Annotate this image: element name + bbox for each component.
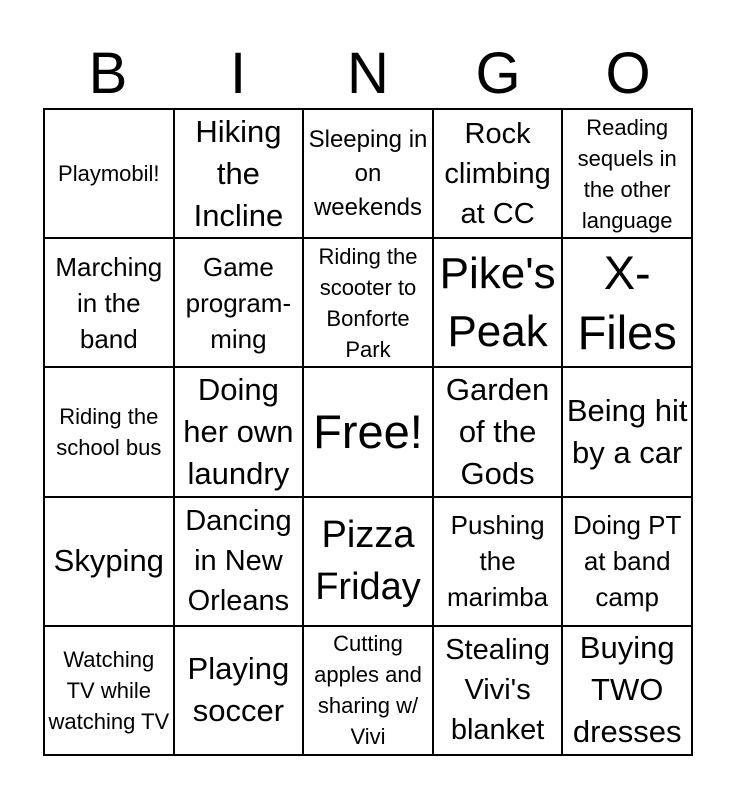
cell-text: Riding the school bus bbox=[56, 403, 162, 460]
cell-text: Buying TWO dresses bbox=[572, 630, 682, 750]
bingo-cell[interactable] bbox=[562, 497, 692, 626]
cell-text: Rock climbing at CC bbox=[444, 117, 551, 230]
bingo-cell[interactable] bbox=[44, 626, 174, 755]
cell-text: Doing her own laundry bbox=[183, 372, 294, 491]
bingo-cell[interactable] bbox=[433, 497, 563, 626]
cell-text: Hiking the Incline bbox=[193, 113, 284, 233]
bingo-cell[interactable] bbox=[303, 626, 433, 755]
cell-text: Garden of the Gods bbox=[445, 372, 550, 491]
bingo-cell[interactable] bbox=[562, 109, 692, 238]
bingo-cell[interactable] bbox=[303, 497, 433, 626]
cell-text: Free! bbox=[313, 404, 423, 458]
bingo-cell[interactable] bbox=[174, 497, 304, 626]
cell-text: Reading sequels in the other language bbox=[577, 114, 677, 233]
bingo-cell[interactable] bbox=[562, 626, 692, 755]
bingo-cell[interactable] bbox=[433, 626, 563, 755]
header-letter-b: B bbox=[88, 41, 128, 106]
bingo-cell[interactable] bbox=[174, 109, 304, 238]
cell-text: Being hit by a car bbox=[566, 392, 688, 470]
header-letter-n: N bbox=[347, 41, 389, 106]
bingo-header bbox=[43, 40, 693, 108]
cell-text: Watching TV while watching TV bbox=[48, 646, 170, 734]
bingo-cell[interactable] bbox=[174, 626, 304, 755]
header-letter-i: I bbox=[229, 41, 247, 106]
cell-text: Stealing Vivi's blanket bbox=[445, 634, 550, 747]
cell-text: Pizza Friday bbox=[315, 514, 421, 609]
cell-text: Cutting apples and sharing w/ Vivi bbox=[314, 631, 422, 750]
cell-text: Game program-ming bbox=[185, 251, 292, 354]
cell-text: Playing soccer bbox=[187, 651, 290, 729]
bingo-cell[interactable] bbox=[433, 109, 563, 238]
bingo-cell[interactable] bbox=[562, 238, 692, 367]
cell-text: Marching in the band bbox=[55, 251, 163, 354]
header-letter-g: G bbox=[475, 41, 521, 106]
cell-text: Skyping bbox=[53, 543, 164, 579]
bingo-cell[interactable] bbox=[303, 109, 433, 238]
bingo-cell[interactable] bbox=[562, 367, 692, 496]
cell-text: Doing PT at band camp bbox=[573, 510, 682, 613]
bingo-cell[interactable] bbox=[44, 238, 174, 367]
bingo-cell[interactable] bbox=[174, 367, 304, 496]
cell-text: Dancing in New Orleans bbox=[185, 505, 292, 618]
header-letter-o: O bbox=[605, 41, 651, 106]
bingo-cell[interactable] bbox=[303, 238, 433, 367]
bingo-cell[interactable] bbox=[174, 238, 304, 367]
bingo-board bbox=[43, 108, 693, 756]
cell-text: Pushing the marimba bbox=[447, 510, 549, 613]
bingo-cell[interactable] bbox=[44, 109, 174, 238]
bingo-cell[interactable] bbox=[433, 367, 563, 496]
cell-text: Sleeping in on weekends bbox=[308, 125, 428, 221]
cell-text: Playmobil! bbox=[58, 161, 160, 187]
bingo-cell[interactable] bbox=[433, 238, 563, 367]
bingo-cell free-space[interactable] bbox=[303, 367, 433, 496]
cell-text: Pike's Peak bbox=[439, 248, 556, 356]
cell-text: Riding the scooter to Bonforte Park bbox=[318, 243, 418, 362]
bingo-cell[interactable] bbox=[44, 367, 174, 496]
bingo-cell[interactable] bbox=[44, 497, 174, 626]
cell-text: X-Files bbox=[577, 245, 677, 359]
